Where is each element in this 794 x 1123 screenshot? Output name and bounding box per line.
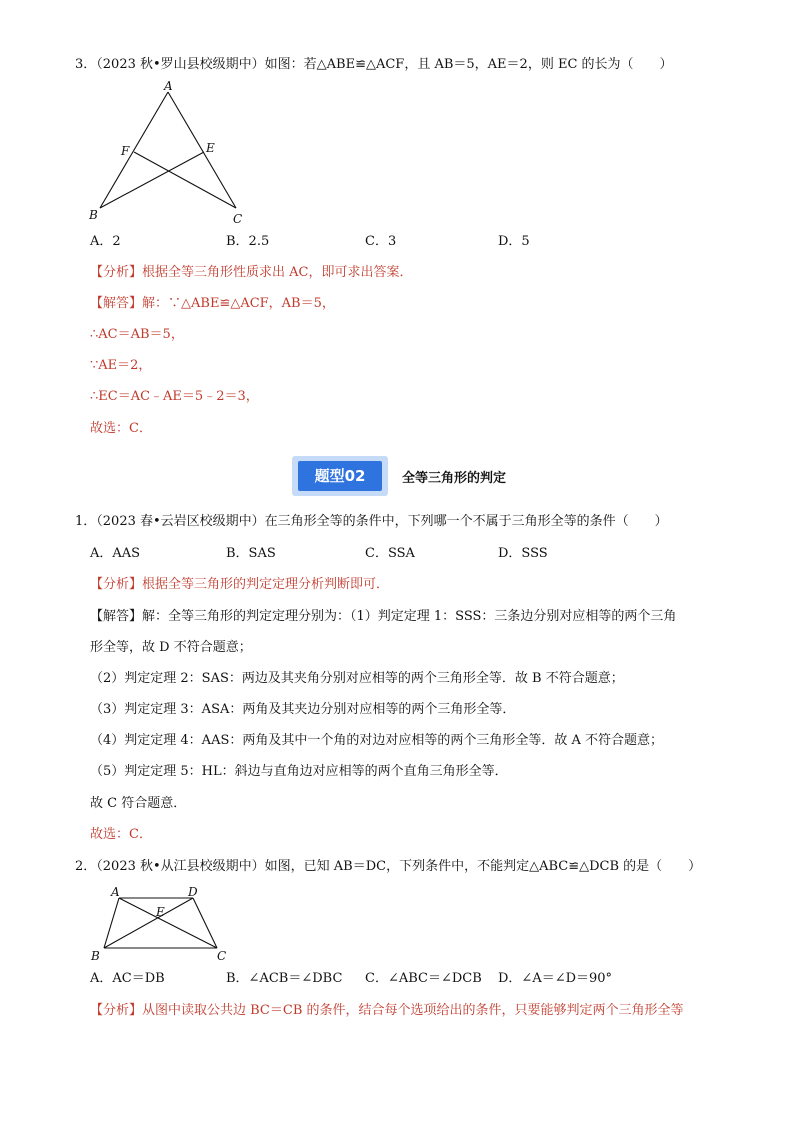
q3-analysis: 【分析】根据全等三角形性质求出 AC，即可求出答案． [90, 265, 413, 280]
q3-solution-line: ∴AC＝AB＝5， [90, 327, 184, 342]
q2-stem: 2．（2023 秋•从江县校级期中）如图，已知 AB＝DC，下列条件中，不能判定△ABC≌△DCB 的是（ ） [75, 859, 702, 874]
q3-label-b: B [89, 208, 98, 222]
section-title: 全等三角形的判定 [402, 471, 507, 486]
q3-label-e: E [206, 141, 215, 155]
q3-solution-line: 【解答】解：∵△ABE≌△ACF，AB＝5， [90, 296, 335, 311]
q3-label-a: A [164, 80, 173, 93]
q3-option-d: D．5 [498, 234, 530, 249]
q2-label-b: B [91, 949, 100, 963]
q1-option-c: C．SSA [365, 546, 415, 561]
q3-solution-line: ∵AE＝2， [90, 358, 152, 373]
q1-solution-line: 故选：C． [90, 827, 152, 842]
q1-analysis: 【分析】根据全等三角形的判定定理分析判断即可． [90, 577, 390, 592]
q3-label-f: F [121, 144, 130, 158]
section-badge-label: 题型02 [298, 461, 382, 491]
q2-label-e: E [156, 905, 165, 919]
section-badge [292, 456, 388, 496]
q1-solution-line: （3）判定定理 3：ASA：两角及其夹边分别对应相等的两个三角形全等． [90, 702, 516, 717]
q1-solution-line: 故 C 符合题意． [90, 796, 187, 811]
q2-option-a: A．AC＝DB [90, 971, 165, 986]
q3-figure [86, 80, 256, 230]
q3-option-c: C．3 [365, 234, 397, 249]
q3-solution-line: ∴EC＝AC﹣AE＝5﹣2＝3， [90, 389, 259, 404]
q2-label-c: C [217, 949, 227, 963]
q2-label-a: A [111, 885, 120, 899]
q2-figure [86, 882, 236, 964]
q2-option-d: D．∠A＝∠D＝90° [498, 971, 613, 986]
q1-option-b: B．SAS [226, 546, 276, 561]
q1-solution-line: 形全等，故 D 不符合题意； [90, 640, 252, 655]
q2-option-b: B．∠ACB＝∠DBC [226, 971, 343, 986]
q1-option-d: D．SSS [498, 546, 548, 561]
q1-solution-line: （4）判定定理 4：AAS：两角及其中一个角的对边对应相等的两个三角形全等．故 A 不符合题意； [90, 733, 664, 748]
q1-option-a: A．AAS [90, 546, 141, 561]
q2-label-d: D [188, 885, 198, 899]
q2-analysis: 【分析】从图中读取公共边 BC＝CB 的条件，结合每个选项给出的条件，只要能够判定两个三角形全等 [90, 1003, 684, 1018]
q1-solution-line: （2）判定定理 2：SAS：两边及其夹角分别对应相等的两个三角形全等．故 B 不符合题意； [90, 671, 624, 686]
q3-option-b: B．2.5 [226, 234, 270, 249]
q3-label-c: C [233, 212, 243, 226]
q1-solution-line: （5）判定定理 5：HL：斜边与直角边对应相等的两个直角三角形全等． [90, 764, 508, 779]
q3-option-a: A．2 [90, 234, 121, 249]
q1-solution-line: 【解答】解：全等三角形的判定定理分别为：（1）判定定理 1：SSS：三条边分别对应相等的两个三角 [90, 609, 677, 624]
q1-stem: 1．（2023 春•云岩区校级期中）在三角形全等的条件中，下列哪一个不属于三角形全等的条件（ ） [75, 514, 668, 529]
q2-option-c: C．∠ABC＝∠DCB [365, 971, 482, 986]
q3-stem: 3．（2023 秋•罗山县校级期中）如图：若△ABE≌△ACF，且 AB＝5，AE＝2，则 EC 的长为（ ） [75, 57, 673, 72]
q3-solution-line: 故选：C． [90, 421, 152, 436]
